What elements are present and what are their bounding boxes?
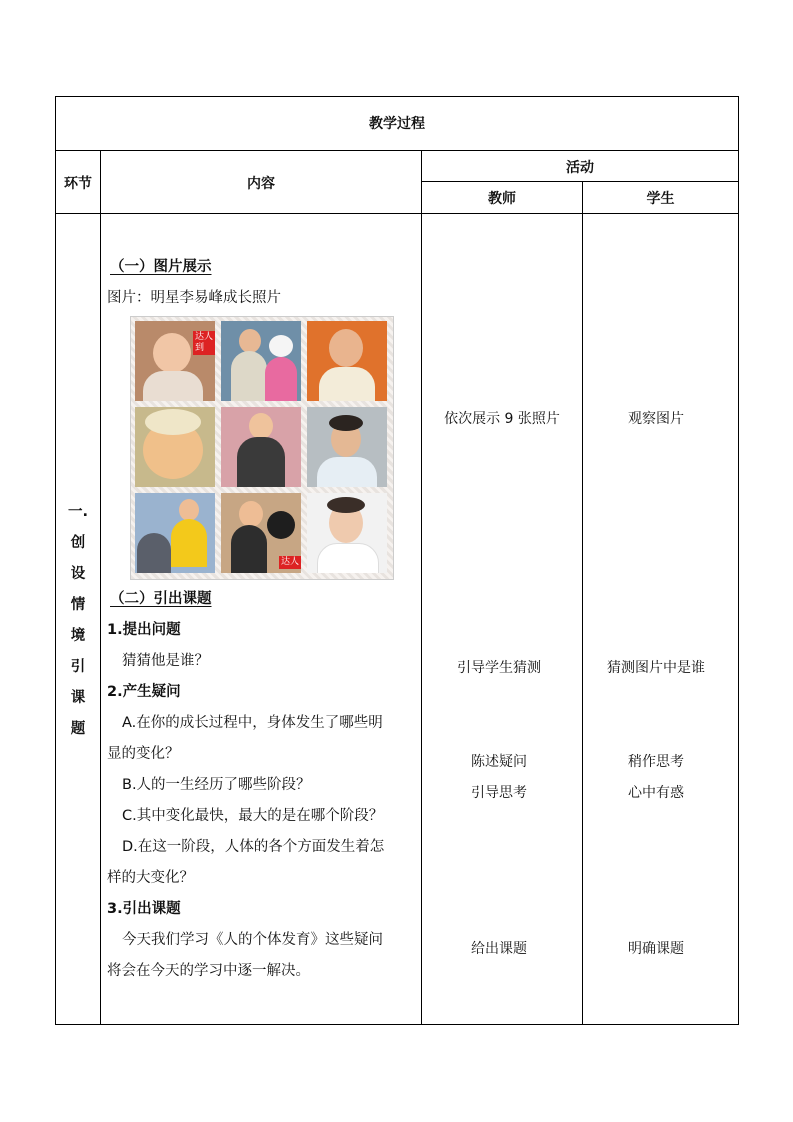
teacher-activity-2: 引导学生猜测 — [457, 660, 541, 676]
question-d-line2: 样的大变化？ — [107, 870, 194, 886]
table-title: 教学过程 — [369, 116, 425, 132]
question-a-line2: 显的变化？ — [107, 746, 180, 762]
table-border-top — [55, 96, 739, 97]
student-activity-4: 心中有惑 — [628, 785, 684, 801]
photo-child-duck — [221, 321, 301, 401]
header-activity: 活动 — [566, 160, 594, 176]
table-border-bottom — [55, 1024, 739, 1025]
question-b: B.人的一生经历了哪些阶段？ — [122, 777, 311, 793]
row-divider-header — [55, 213, 739, 214]
photo-child-mickey — [221, 493, 301, 573]
photo-young-man — [307, 407, 387, 487]
header-teacher: 教师 — [488, 191, 516, 207]
section-label-char: 情 — [70, 597, 86, 613]
photo-baby-1 — [135, 321, 215, 401]
photo-child-sweater — [221, 407, 301, 487]
section-label-char: 创 — [70, 535, 86, 551]
step3-title: 3.引出课题 — [107, 901, 181, 917]
step2-title: 2.产生疑问 — [107, 684, 181, 700]
photo-watermark: 达人 — [280, 557, 299, 567]
row-divider-title — [55, 150, 739, 151]
photo-collage — [130, 316, 394, 580]
table-border-right — [738, 96, 739, 1025]
teacher-activity-3: 陈述疑问 — [471, 754, 527, 770]
question-d-line1: D.在这一阶段，人体的各个方面发生着怎 — [122, 839, 385, 855]
step3-text-line1: 今天我们学习《人的个体发育》这些疑问 — [122, 932, 383, 948]
question-c: C.其中变化最快，最大的是在哪个阶段？ — [122, 808, 384, 824]
col-divider-teacher — [582, 181, 583, 1025]
question-a-line1: A.在你的成长过程中，身体发生了哪些明 — [122, 715, 383, 731]
heading-introduce-topic: （二）引出课题 — [110, 591, 212, 607]
photo-adult-portrait — [307, 493, 387, 573]
section-label-char: 课 — [70, 690, 86, 706]
section-label-char: 引 — [70, 659, 86, 675]
teacher-activity-4: 引导思考 — [471, 785, 527, 801]
teacher-activity-5: 给出课题 — [471, 941, 527, 957]
step3-text-line2: 将会在今天的学习中逐一解决。 — [107, 963, 310, 979]
photo-baby-hat — [135, 407, 215, 487]
row-divider-activity — [421, 181, 739, 182]
student-activity-1: 观察图片 — [628, 411, 684, 427]
section-label — [56, 497, 100, 745]
section-label-char: 题 — [70, 721, 86, 737]
step1-text: 猜猜他是谁？ — [122, 653, 209, 669]
student-activity-3: 稍作思考 — [628, 754, 684, 770]
picture-caption: 图片：明星李易峰成长照片 — [107, 290, 281, 306]
student-activity-2: 猜测图片中是谁 — [607, 660, 705, 676]
section-label-char: 设 — [70, 566, 86, 582]
col-divider-content — [421, 150, 422, 1025]
col-divider-section — [100, 150, 101, 1025]
student-activity-5: 明确课题 — [628, 941, 684, 957]
step1-title: 1.提出问题 — [107, 622, 181, 638]
content-part1 — [107, 252, 417, 314]
section-label-char: 一. — [67, 504, 88, 520]
header-section: 环节 — [64, 176, 92, 192]
photo-child-yellow — [135, 493, 215, 573]
header-student: 学生 — [646, 191, 675, 207]
heading-picture-display: （一）图片展示 — [110, 259, 212, 275]
photo-boy-orange — [307, 321, 387, 401]
header-content: 内容 — [247, 176, 275, 192]
photo-watermark: 达人 到 — [194, 332, 213, 353]
teacher-activity-1: 依次展示 9 张照片 — [444, 411, 560, 427]
section-label-char: 境 — [70, 628, 86, 644]
content-part2 — [107, 584, 417, 987]
